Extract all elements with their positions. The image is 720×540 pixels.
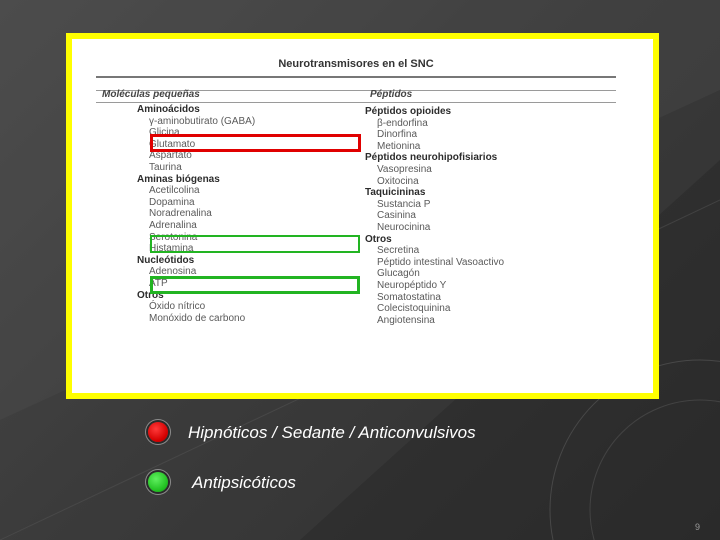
- list-item: Dopamina: [149, 196, 195, 208]
- list-item: Glutamato: [149, 138, 196, 150]
- legend-label-green: Antipsicóticos: [192, 473, 296, 492]
- list-item: Sustancia P: [377, 198, 431, 210]
- list-item: Noradrenalina: [149, 208, 212, 220]
- list-item: Somatostatina: [377, 291, 441, 303]
- list-item: Vasopresina: [377, 163, 432, 175]
- peptides-column: [365, 106, 504, 326]
- category-label: Aminas biógenas: [137, 173, 220, 185]
- green-dot-icon: [148, 472, 168, 492]
- list-item: Colecistoquinina: [377, 303, 451, 315]
- list-item: Angiotensina: [377, 314, 435, 326]
- serotonin-highlight-box: [150, 276, 360, 294]
- table-image-frame: [66, 33, 659, 399]
- list-item: Acetilcolina: [149, 185, 200, 197]
- left-column-header: Moléculas pequeñas: [102, 89, 200, 100]
- list-item: Metionina: [377, 140, 421, 152]
- table-rule: [96, 102, 616, 103]
- list-item: Adrenalina: [149, 219, 197, 231]
- list-item: Óxido nítrico: [149, 301, 206, 313]
- list-item: Histamina: [149, 243, 194, 255]
- dopamine-highlight-box: [150, 235, 360, 253]
- list-item: Glicina: [149, 127, 180, 139]
- list-item: Aspartato: [149, 150, 192, 162]
- category-label: Otros: [365, 233, 392, 245]
- list-item: Monóxido de carbono: [149, 312, 246, 324]
- right-column-header: Péptidos: [370, 89, 413, 100]
- list-item: Oxitocina: [377, 175, 419, 187]
- category-label: Péptidos opioides: [365, 106, 452, 117]
- list-item: Secretina: [377, 245, 420, 257]
- list-item: Adenosina: [149, 266, 197, 278]
- page-number: 9: [695, 522, 701, 532]
- list-item: γ-aminobutirato (GABA): [149, 115, 256, 127]
- gaba-highlight-box: [150, 134, 361, 152]
- category-label: Péptidos neurohipofisiarios: [365, 152, 498, 164]
- category-label: Nucleótidos: [137, 254, 195, 266]
- neurotransmitter-table: [96, 52, 616, 392]
- list-item: Taurina: [149, 161, 182, 173]
- category-label: Aminoácidos: [137, 104, 200, 115]
- list-item: Neuropéptido Y: [377, 279, 447, 291]
- category-label: Taquicininas: [365, 187, 426, 199]
- list-item: Neurocinina: [377, 221, 431, 233]
- table-title: Neurotransmisores en el SNC: [278, 58, 434, 70]
- list-item: Serotonina: [149, 231, 198, 243]
- list-item: ATP: [149, 277, 168, 289]
- category-label: Otros: [137, 289, 164, 301]
- list-item: Glucagón: [377, 268, 420, 280]
- list-item: Péptido intestinal Vasoactivo: [377, 256, 505, 268]
- red-dot-icon: [148, 422, 168, 442]
- table-rule: [96, 76, 616, 78]
- list-item: Casinina: [377, 210, 416, 222]
- legend-label-red: Hipnóticos / Sedante / Anticonvulsivos: [188, 423, 476, 442]
- list-item: Dinorfina: [377, 129, 418, 141]
- list-item: β-endorfina: [377, 117, 428, 129]
